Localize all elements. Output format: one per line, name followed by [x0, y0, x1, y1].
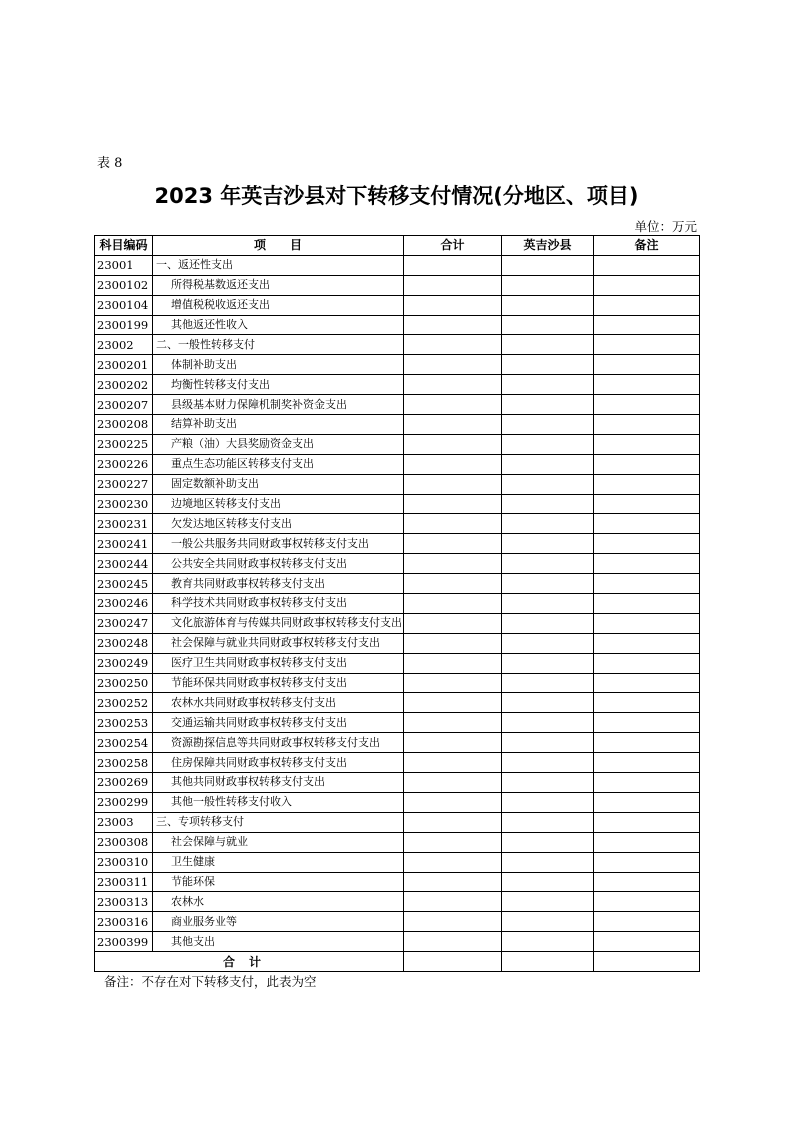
row-item-cell: 节能环保共同财政事权转移支付支出 — [153, 673, 404, 693]
row-item-cell: 所得税基数返还支出 — [153, 275, 404, 295]
row-region-cell — [502, 434, 594, 454]
header-item: 项 目 — [153, 236, 404, 256]
row-total-cell — [404, 315, 502, 335]
row-code-cell: 2300258 — [95, 753, 153, 773]
row-item-cell: 教育共同财政事权转移支付支出 — [153, 574, 404, 594]
row-total-cell — [404, 375, 502, 395]
row-code-cell: 2300246 — [95, 594, 153, 614]
row-item-cell: 一般公共服务共同财政事权转移支付支出 — [153, 534, 404, 554]
table-row — [95, 753, 700, 773]
row-code-cell: 2300399 — [95, 932, 153, 952]
row-remark-cell — [594, 633, 700, 653]
transfer-payment-table — [94, 235, 700, 972]
row-remark-cell — [594, 375, 700, 395]
row-item-cell: 一、返还性支出 — [153, 255, 404, 275]
row-item-cell: 住房保障共同财政事权转移支付支出 — [153, 753, 404, 773]
row-total-cell — [404, 454, 502, 474]
row-code-cell: 2300230 — [95, 494, 153, 514]
table-row — [95, 315, 700, 335]
table-row — [95, 574, 700, 594]
row-remark-cell — [594, 613, 700, 633]
row-code-cell: 23002 — [95, 335, 153, 355]
row-remark-cell — [594, 693, 700, 713]
table-row — [95, 773, 700, 793]
row-remark-cell — [594, 832, 700, 852]
row-region-cell — [502, 892, 594, 912]
row-code-cell: 2300201 — [95, 355, 153, 375]
row-region-cell — [502, 375, 594, 395]
row-code-cell: 2300202 — [95, 375, 153, 395]
row-region-cell — [502, 574, 594, 594]
row-code-cell: 2300254 — [95, 733, 153, 753]
row-remark-cell — [594, 753, 700, 773]
table-row — [95, 255, 700, 275]
total-row-remark-cell — [594, 952, 700, 972]
table-row — [95, 733, 700, 753]
table-row — [95, 275, 700, 295]
row-region-cell — [502, 395, 594, 415]
row-region-cell — [502, 335, 594, 355]
row-remark-cell — [594, 932, 700, 952]
row-remark-cell — [594, 295, 700, 315]
row-total-cell — [404, 852, 502, 872]
row-total-cell — [404, 653, 502, 673]
table-row — [95, 474, 700, 494]
row-total-cell — [404, 474, 502, 494]
row-region-cell — [502, 454, 594, 474]
row-region-cell — [502, 554, 594, 574]
row-region-cell — [502, 673, 594, 693]
row-total-cell — [404, 872, 502, 892]
row-total-cell — [404, 255, 502, 275]
row-remark-cell — [594, 315, 700, 335]
header-remark: 备注 — [594, 236, 700, 256]
row-region-cell — [502, 852, 594, 872]
row-code-cell: 2300208 — [95, 415, 153, 435]
row-region-cell — [502, 613, 594, 633]
row-item-cell: 增值税税收返还支出 — [153, 295, 404, 315]
table-row — [95, 613, 700, 633]
table-number-label: 表 8 — [97, 156, 123, 171]
header-code: 科目编码 — [95, 236, 153, 256]
table-row — [95, 554, 700, 574]
row-region-cell — [502, 693, 594, 713]
row-region-cell — [502, 415, 594, 435]
total-row-region-cell — [502, 952, 594, 972]
row-remark-cell — [594, 514, 700, 534]
table-row — [95, 693, 700, 713]
row-total-cell — [404, 713, 502, 733]
row-total-cell — [404, 892, 502, 912]
row-total-cell — [404, 812, 502, 832]
row-remark-cell — [594, 733, 700, 753]
row-region-cell — [502, 474, 594, 494]
table-row — [95, 912, 700, 932]
row-item-cell: 社会保障与就业 — [153, 832, 404, 852]
row-item-cell: 农林水 — [153, 892, 404, 912]
row-item-cell: 产粮（油）大县奖励资金支出 — [153, 434, 404, 454]
row-remark-cell — [594, 792, 700, 812]
row-code-cell: 2300248 — [95, 633, 153, 653]
row-item-cell: 二、一般性转移支付 — [153, 335, 404, 355]
table-body — [95, 255, 700, 951]
row-total-cell — [404, 594, 502, 614]
table-row — [95, 932, 700, 952]
row-region-cell — [502, 534, 594, 554]
row-region-cell — [502, 733, 594, 753]
row-item-cell: 重点生态功能区转移支付支出 — [153, 454, 404, 474]
table-row — [95, 514, 700, 534]
table-row — [95, 494, 700, 514]
row-region-cell — [502, 932, 594, 952]
row-region-cell — [502, 713, 594, 733]
row-total-cell — [404, 932, 502, 952]
row-remark-cell — [594, 852, 700, 872]
row-remark-cell — [594, 395, 700, 415]
row-remark-cell — [594, 574, 700, 594]
row-region-cell — [502, 514, 594, 534]
row-region-cell — [502, 832, 594, 852]
total-row — [95, 952, 700, 972]
row-total-cell — [404, 773, 502, 793]
row-code-cell: 2300245 — [95, 574, 153, 594]
unit-label: 单位：万元 — [634, 219, 697, 234]
row-total-cell — [404, 514, 502, 534]
row-region-cell — [502, 295, 594, 315]
row-item-cell: 节能环保 — [153, 872, 404, 892]
table-row — [95, 415, 700, 435]
table-row — [95, 434, 700, 454]
row-total-cell — [404, 534, 502, 554]
row-total-cell — [404, 832, 502, 852]
table-row — [95, 395, 700, 415]
table-row — [95, 713, 700, 733]
row-code-cell: 2300253 — [95, 713, 153, 733]
row-remark-cell — [594, 673, 700, 693]
row-code-cell: 2300308 — [95, 832, 153, 852]
row-item-cell: 医疗卫生共同财政事权转移支付支出 — [153, 653, 404, 673]
row-code-cell: 2300227 — [95, 474, 153, 494]
row-remark-cell — [594, 713, 700, 733]
table-row — [95, 594, 700, 614]
row-total-cell — [404, 693, 502, 713]
row-code-cell: 2300247 — [95, 613, 153, 633]
row-item-cell: 其他返还性收入 — [153, 315, 404, 335]
row-code-cell: 2300241 — [95, 534, 153, 554]
row-code-cell: 2300313 — [95, 892, 153, 912]
row-item-cell: 其他共同财政事权转移支付支出 — [153, 773, 404, 793]
row-item-cell: 县级基本财力保障机制奖补资金支出 — [153, 395, 404, 415]
row-code-cell: 2300299 — [95, 792, 153, 812]
row-code-cell: 2300250 — [95, 673, 153, 693]
page-title: 2023 年英吉沙县对下转移支付情况(分地区、项目) — [154, 184, 639, 208]
row-item-cell: 社会保障与就业共同财政事权转移支付支出 — [153, 633, 404, 653]
row-remark-cell — [594, 912, 700, 932]
row-remark-cell — [594, 554, 700, 574]
row-region-cell — [502, 753, 594, 773]
row-region-cell — [502, 315, 594, 335]
row-total-cell — [404, 295, 502, 315]
table-row — [95, 335, 700, 355]
row-item-cell: 公共安全共同财政事权转移支付支出 — [153, 554, 404, 574]
row-item-cell: 卫生健康 — [153, 852, 404, 872]
row-item-cell: 欠发达地区转移支付支出 — [153, 514, 404, 534]
row-region-cell — [502, 812, 594, 832]
row-total-cell — [404, 792, 502, 812]
row-code-cell: 2300231 — [95, 514, 153, 534]
table-row — [95, 454, 700, 474]
row-remark-cell — [594, 355, 700, 375]
row-total-cell — [404, 733, 502, 753]
row-item-cell: 均衡性转移支付支出 — [153, 375, 404, 395]
row-region-cell — [502, 494, 594, 514]
row-code-cell: 2300244 — [95, 554, 153, 574]
row-region-cell — [502, 633, 594, 653]
row-region-cell — [502, 872, 594, 892]
row-remark-cell — [594, 812, 700, 832]
total-row-label: 合计 — [95, 952, 404, 972]
row-remark-cell — [594, 892, 700, 912]
table-row — [95, 355, 700, 375]
row-total-cell — [404, 912, 502, 932]
row-code-cell: 2300207 — [95, 395, 153, 415]
row-total-cell — [404, 554, 502, 574]
table-row — [95, 832, 700, 852]
row-remark-cell — [594, 335, 700, 355]
row-total-cell — [404, 613, 502, 633]
row-item-cell: 其他一般性转移支付收入 — [153, 792, 404, 812]
row-code-cell: 2300226 — [95, 454, 153, 474]
row-region-cell — [502, 355, 594, 375]
row-total-cell — [404, 434, 502, 454]
row-code-cell: 2300102 — [95, 275, 153, 295]
row-item-cell: 科学技术共同财政事权转移支付支出 — [153, 594, 404, 614]
row-remark-cell — [594, 534, 700, 554]
row-code-cell: 2300310 — [95, 852, 153, 872]
row-item-cell: 三、专项转移支付 — [153, 812, 404, 832]
table-row — [95, 812, 700, 832]
row-item-cell: 边境地区转移支付支出 — [153, 494, 404, 514]
row-code-cell: 23003 — [95, 812, 153, 832]
row-item-cell: 体制补助支出 — [153, 355, 404, 375]
row-total-cell — [404, 415, 502, 435]
row-remark-cell — [594, 872, 700, 892]
row-code-cell: 2300316 — [95, 912, 153, 932]
row-code-cell: 2300311 — [95, 872, 153, 892]
row-item-cell: 资源勘探信息等共同财政事权转移支付支出 — [153, 733, 404, 753]
row-total-cell — [404, 395, 502, 415]
row-region-cell — [502, 792, 594, 812]
row-code-cell: 23001 — [95, 255, 153, 275]
row-region-cell — [502, 594, 594, 614]
row-remark-cell — [594, 415, 700, 435]
row-remark-cell — [594, 454, 700, 474]
row-total-cell — [404, 494, 502, 514]
row-total-cell — [404, 753, 502, 773]
table-row — [95, 295, 700, 315]
row-region-cell — [502, 912, 594, 932]
table-row — [95, 653, 700, 673]
row-total-cell — [404, 335, 502, 355]
row-remark-cell — [594, 653, 700, 673]
row-total-cell — [404, 633, 502, 653]
table-row — [95, 673, 700, 693]
row-code-cell: 2300104 — [95, 295, 153, 315]
row-code-cell: 2300252 — [95, 693, 153, 713]
row-code-cell: 2300269 — [95, 773, 153, 793]
row-remark-cell — [594, 275, 700, 295]
row-item-cell: 固定数额补助支出 — [153, 474, 404, 494]
row-code-cell: 2300249 — [95, 653, 153, 673]
row-remark-cell — [594, 494, 700, 514]
table-row — [95, 534, 700, 554]
row-item-cell: 其他支出 — [153, 932, 404, 952]
row-item-cell: 结算补助支出 — [153, 415, 404, 435]
table-row — [95, 792, 700, 812]
row-remark-cell — [594, 474, 700, 494]
table-row — [95, 375, 700, 395]
table-row — [95, 633, 700, 653]
table-header-row — [95, 236, 700, 256]
header-total: 合计 — [404, 236, 502, 256]
row-region-cell — [502, 653, 594, 673]
row-remark-cell — [594, 255, 700, 275]
row-region-cell — [502, 255, 594, 275]
row-region-cell — [502, 773, 594, 793]
table-row — [95, 872, 700, 892]
row-remark-cell — [594, 434, 700, 454]
table-row — [95, 852, 700, 872]
row-item-cell: 文化旅游体育与传媒共同财政事权转移支付支出 — [153, 613, 404, 633]
row-region-cell — [502, 275, 594, 295]
row-total-cell — [404, 673, 502, 693]
row-remark-cell — [594, 773, 700, 793]
row-total-cell — [404, 574, 502, 594]
table-row — [95, 892, 700, 912]
row-code-cell: 2300225 — [95, 434, 153, 454]
row-item-cell: 交通运输共同财政事权转移支付支出 — [153, 713, 404, 733]
row-code-cell: 2300199 — [95, 315, 153, 335]
total-row-total-cell — [404, 952, 502, 972]
row-remark-cell — [594, 594, 700, 614]
footnote: 备注：不存在对下转移支付，此表为空 — [104, 974, 317, 989]
row-total-cell — [404, 355, 502, 375]
row-item-cell: 商业服务业等 — [153, 912, 404, 932]
header-region: 英吉沙县 — [502, 236, 594, 256]
row-item-cell: 农林水共同财政事权转移支付支出 — [153, 693, 404, 713]
row-total-cell — [404, 275, 502, 295]
